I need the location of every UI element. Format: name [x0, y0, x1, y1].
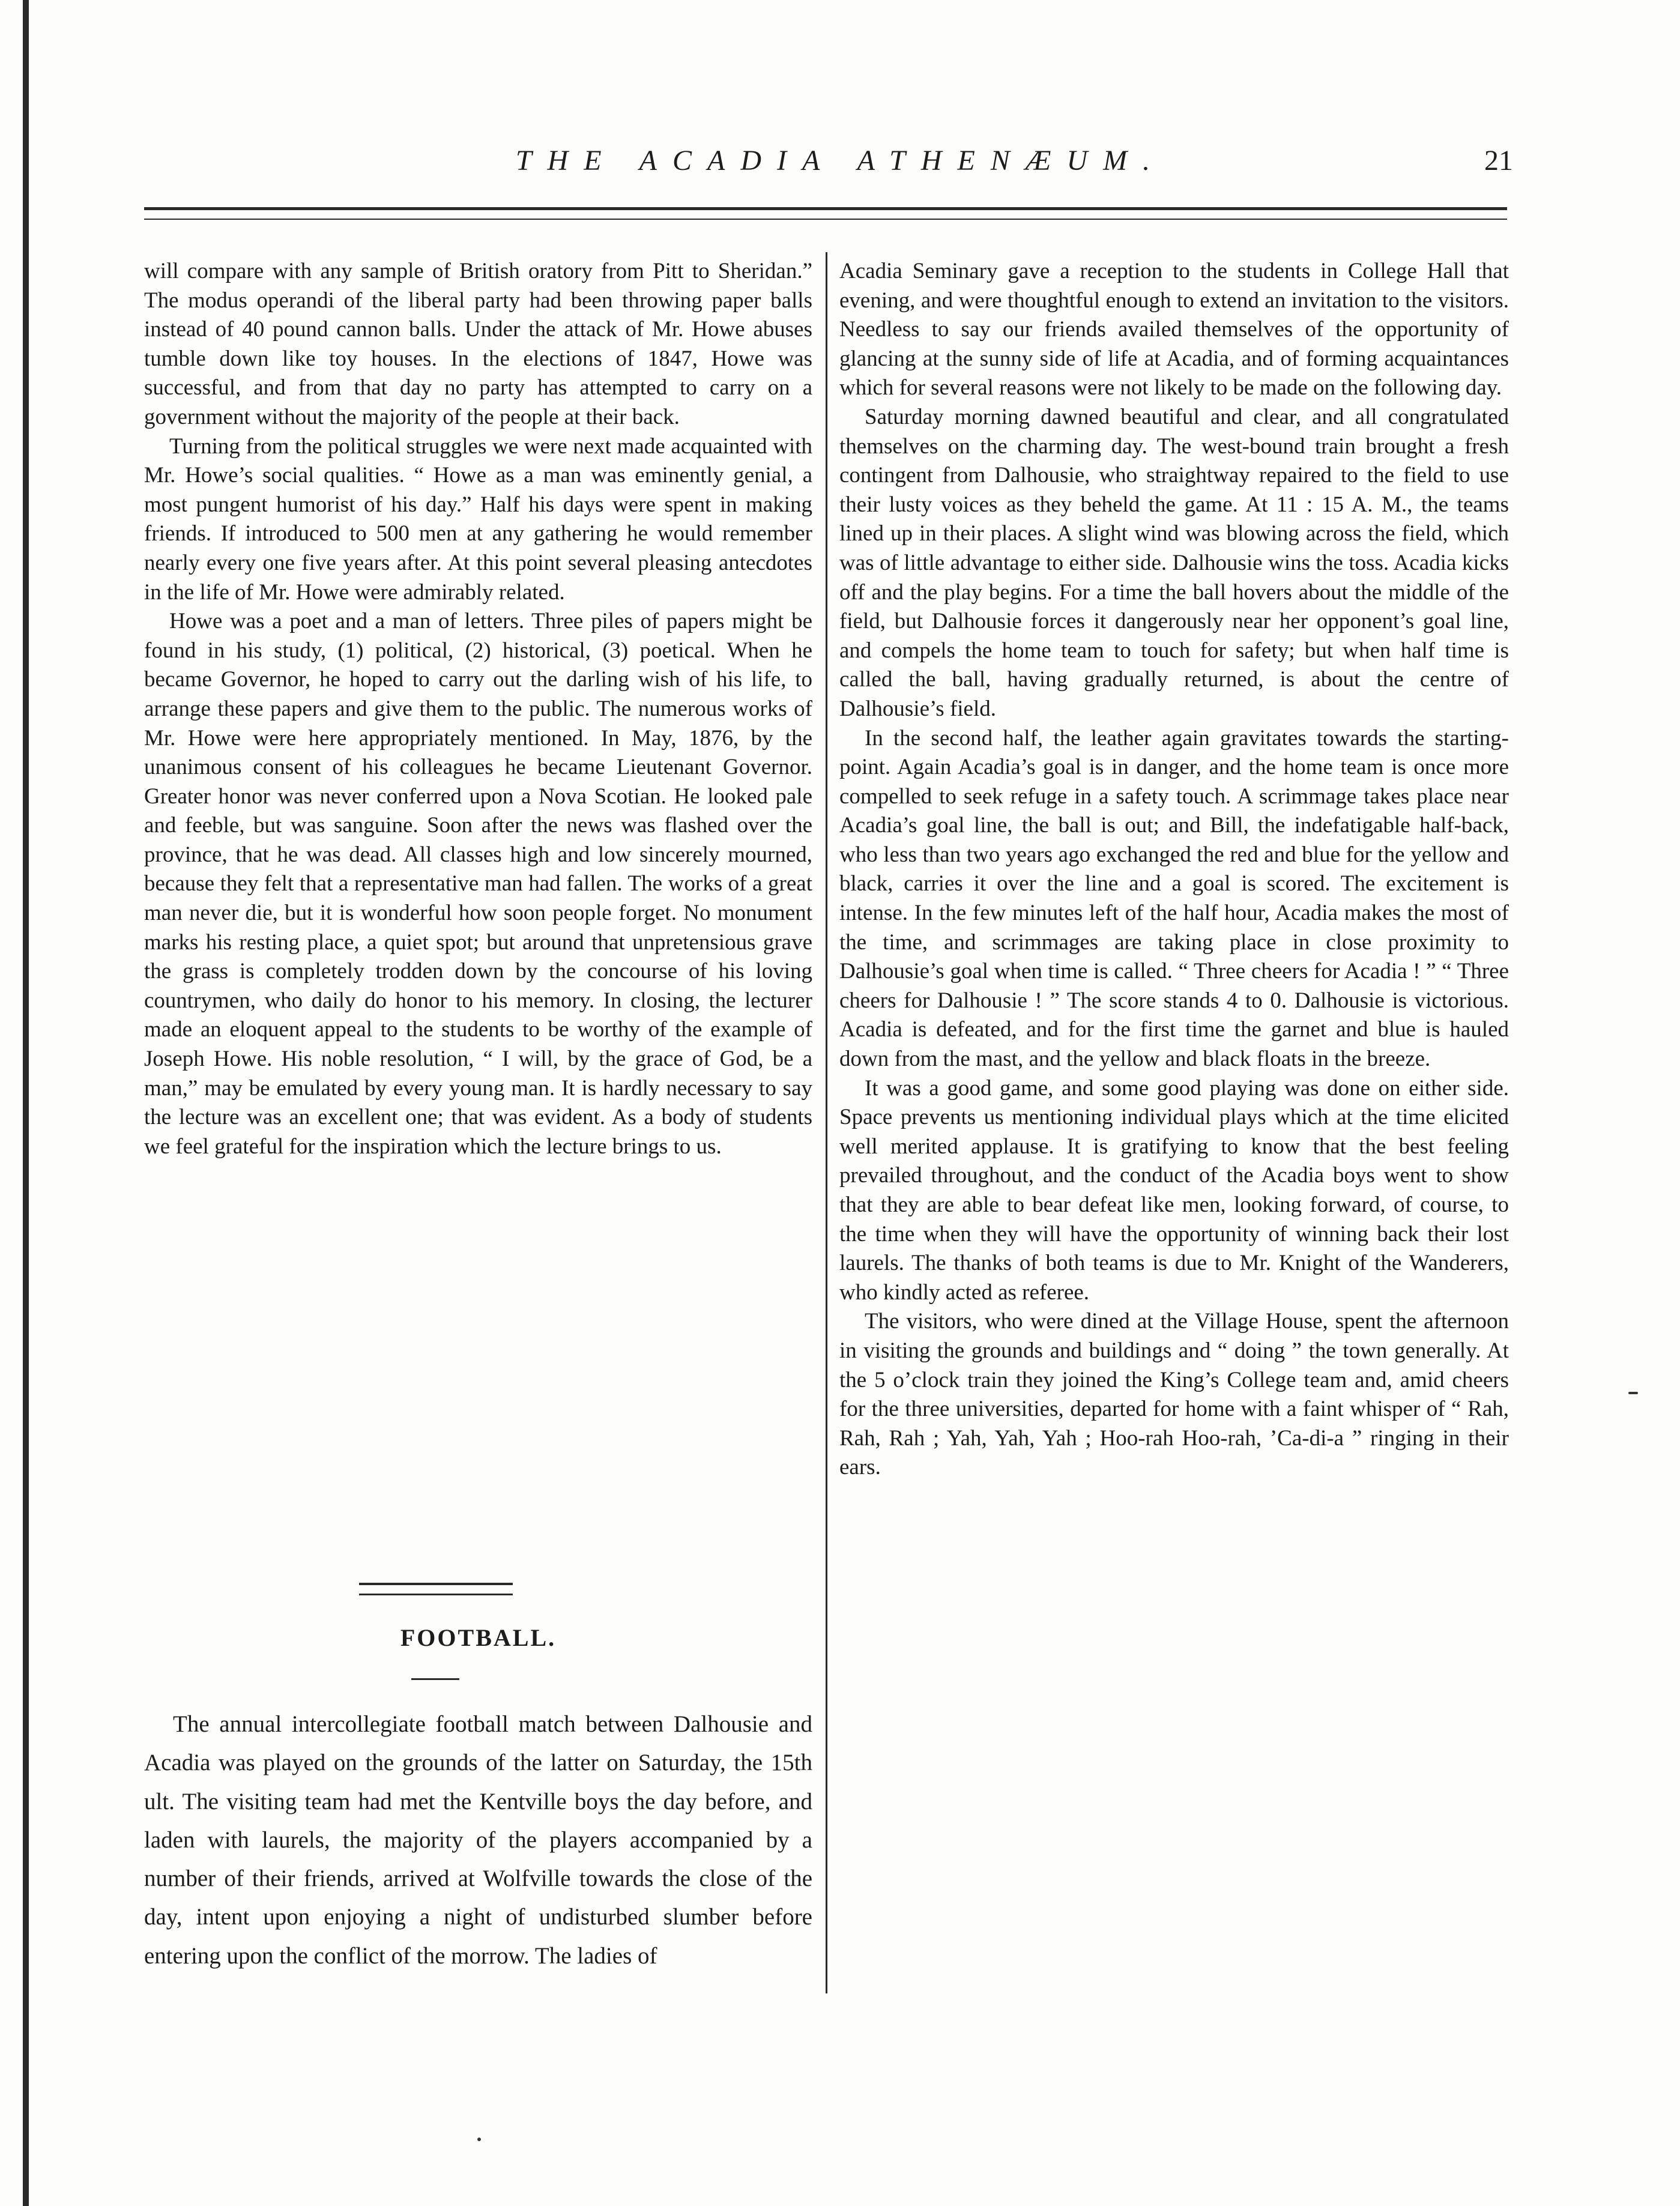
- ink-speck: [1628, 1392, 1638, 1394]
- section-heading: FOOTBALL.: [400, 1624, 557, 1651]
- page-number: 21: [1484, 145, 1513, 177]
- binding-edge: [23, 0, 29, 2206]
- paragraph: Saturday morning dawned beautiful and clear, and all congratulated themselves on the charming day. The west-bound train brought a fresh contingent from Dalhousie, who straightway repaired to the field to use their lusty voices as they beheld the game. At 11 : 15 A. M., the teams lined up in their places. A slight wind was blowing across the field, which was of little advantage to either side. Dalhousie wins the toss. Acadia kicks off and the play begins. For a time the ball hovers about the middle of the field, but Dalhousie forces it dangerously near her opponent’s goal line, and compels the home team to touch for safety; but when half time is called the ball, having gradually returned, is about the centre of Dalhousie’s field.: [839, 404, 1509, 721]
- page-header: [144, 144, 1537, 192]
- paragraph: In the second half, the leather again gravitates towards the starting-point. Again Acadia’s goal is in danger, and the home team is once more compelled to seek refuge in a safety touch. A scrimmage takes place near Acadia’s goal line, the ball is out; and Bill, the indefatigable half-back, who less than two years ago exchanged the red and blue for the yellow and black, carries it over the line and a goal is scored. The excitement is intense. In the few minutes left of the half hour, Acadia makes the most of the time, and scrimmages are taking place in close proximity to Dalhousie’s goal when time is called. “ Three cheers for Acadia ! ” “ Three cheers for Dalhousie ! ” The score stands 4 to 0. Dalhousie is victorious. Acadia is defeated, and for the first time the garnet and blue is hauled down from the mast, and the yellow and black floats in the breeze.: [839, 725, 1509, 1072]
- ink-speck: [477, 2138, 481, 2141]
- header-rule: [144, 207, 1507, 220]
- paragraph: will compare with any sample of British oratory from Pitt to Sheridan.” The modus operandi of the liberal party had been throwing paper balls instead of 40 pound cannon balls. Under the attack of Mr. Howe abuses tumble down like toy houses. In the elections of 1847, Howe was successful, and from that day no party has attempted to carry on a government without the majority of the people at their back.: [144, 259, 812, 429]
- section-ornament-rule: [359, 1583, 513, 1595]
- column-divider: [826, 252, 827, 1993]
- paragraph: Acadia Seminary gave a reception to the students in College Hall that evening, and were thoughtful enough to extend an invitation to the visitors. Needless to say our friends availed themselves of the opportunity of glancing at the sunny side of life at Acadia, and of forming acquaintances which for several reasons were not likely to be made on the following day.: [839, 259, 1509, 400]
- football-article-start: [144, 1705, 812, 1975]
- right-column: [839, 257, 1509, 1482]
- paragraph: Howe was a poet and a man of letters. Three piles of papers might be found in his study, (1) political, (2) historical, (3) poetical. When he became Governor, he hoped to carry out the darling wish of his life, to arrange these papers and give them to the public. The numerous works of Mr. Howe were here appropriately mentioned. In May, 1876, by the unanimous consent of his colleagues he became Lieutenant Governor. Greater honor was never conferred upon a Nova Scotian. He looked pale and feeble, but was sanguine. Soon after the news was flashed over the province, that he was dead. All classes high and low sincerely mourned, because they felt that a representative man had fallen. The works of a great man never die, but it is wonderful how soon people forget. No monument marks his resting place, a quiet spot; but around that unpretensious grave the grass is completely trodden down by the concourse of his loving countrymen, who daily do honor to his memory. In closing, the lecturer made an eloquent appeal to the students to be worthy of the example of Joseph Howe. His noble resolution, “ I will, by the grace of God, be a man,” may be emulated by every young man. It is hardly necessary to say the lecture was an excellent one; that was evident. As a body of students we feel grateful for the inspiration which the lecture brings to us.: [144, 609, 812, 1159]
- left-column: [144, 257, 812, 1161]
- paragraph: It was a good game, and some good playing was done on either side. Space prevents us mentioning individual plays which at the time elicited well merited applause. It is gratifying to know that the best feeling prevailed throughout, and the conduct of the Acadia boys went to show that they are able to bear defeat like men, looking forward, of course, to the time when they will have the opportunity of winning back their lost laurels. The thanks of both teams is due to Mr. Knight of the Wanderers, who kindly acted as referee.: [839, 1075, 1509, 1305]
- running-title: THE ACADIA ATHENÆUM.: [515, 145, 1166, 177]
- paragraph: The annual intercollegiate football match between Dalhousie and Acadia was played on the grounds of the latter on Saturday, the 15th ult. The visiting team had met the Kentville boys the day before, and laden with laurels, the majority of the players accompanied by a number of their friends, arrived at Wolfville towards the close of the day, intent upon enjoying a night of undisturbed slumber before entering upon the conflict of the morrow. The ladies of: [144, 1711, 812, 1969]
- heading-underline: [411, 1678, 459, 1680]
- paragraph: Turning from the political struggles we were next made acquainted with Mr. Howe’s social qualities. “ Howe as a man was eminently genial, a most pungent humorist of his day.” Half his days were spent in making friends. If introduced to 500 men at any gathering he would remember nearly every one five years after. At this point several pleasing antecdotes in the life of Mr. Howe were admirably related.: [144, 434, 812, 605]
- paragraph: The visitors, who were dined at the Village House, spent the afternoon in visiting the grounds and buildings and “ doing ” the town generally. At the 5 o’clock train they joined the King’s College team and, amid cheers for the three universities, departed for home with a faint whisper of “ Rah, Rah, Rah ; Yah, Yah, Yah ; Hoo-rah Hoo-rah, ’Ca-di-a ” ringing in their ears.: [839, 1309, 1509, 1480]
